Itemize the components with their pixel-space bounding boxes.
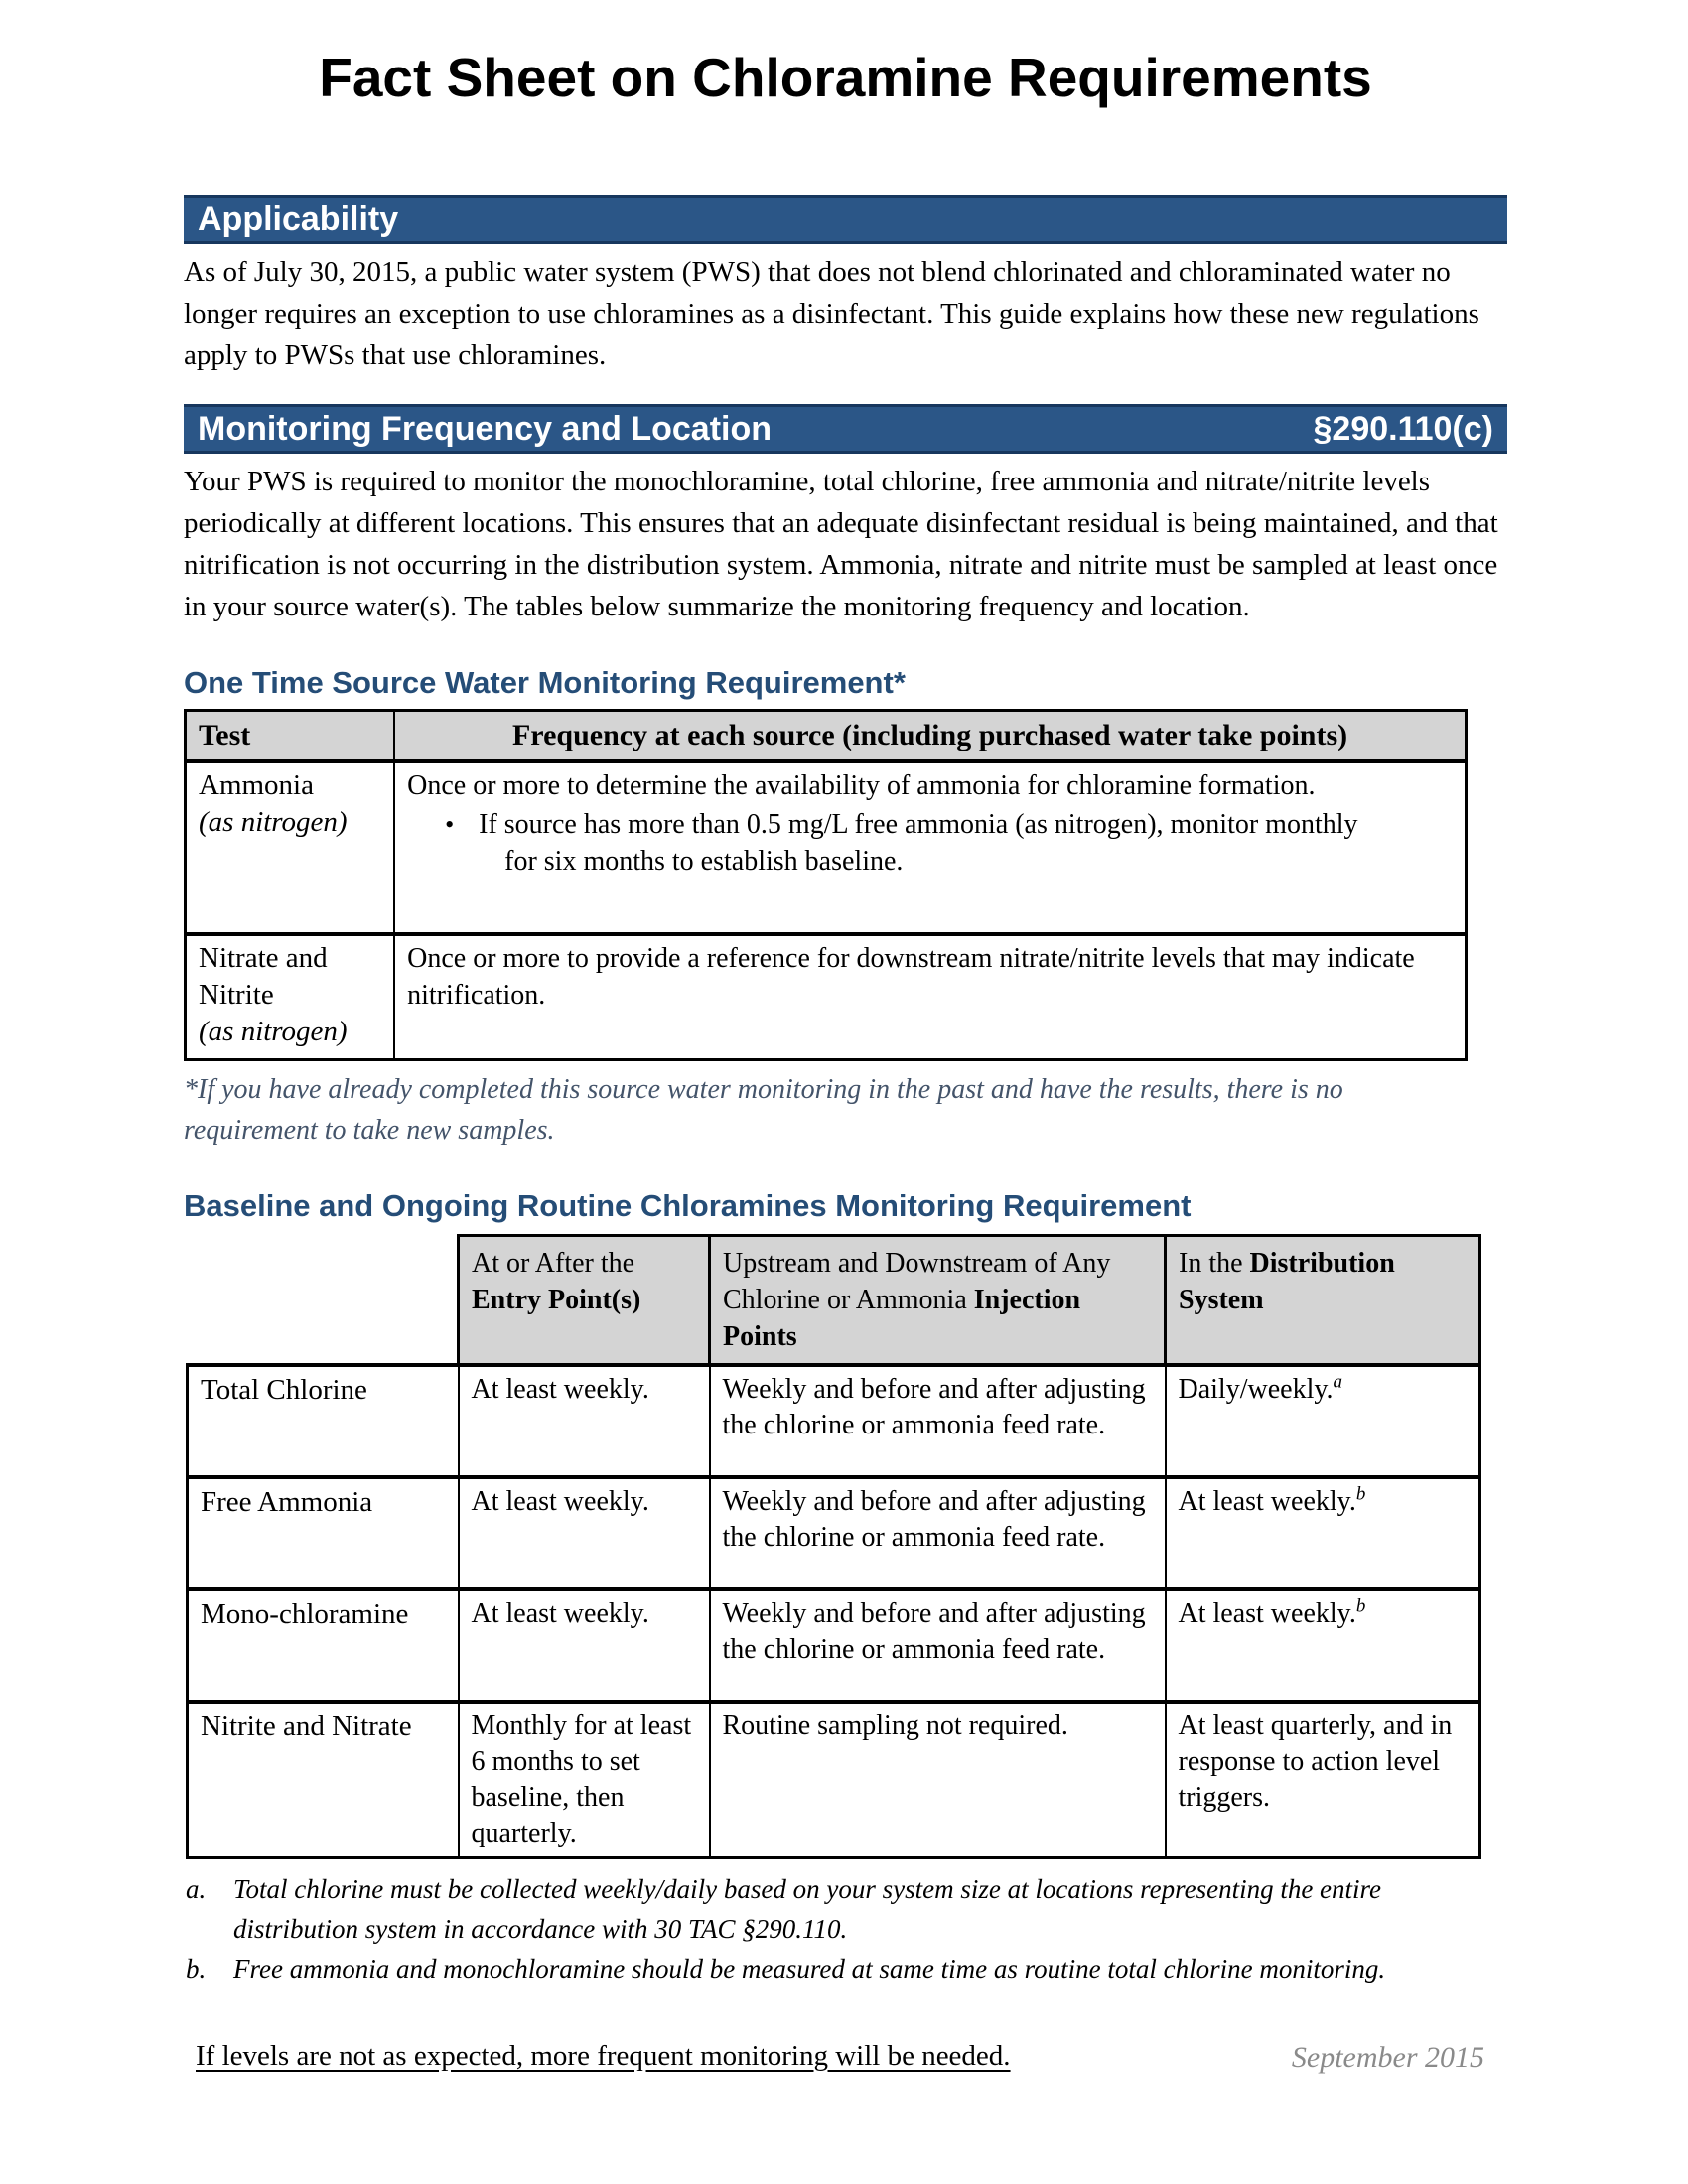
page-title: Fact Sheet on Chloramine Requirements [319, 47, 1372, 108]
test-name-cell [186, 761, 395, 934]
header-text: In the [1179, 1248, 1243, 1279]
distribution-text: At least quarterly, and in response to action level triggers. [1178, 1710, 1453, 1813]
row-label: Nitrite and Nitrate [188, 1702, 459, 1858]
entry-point-cell: Monthly for at least 6 months to set baseline, then quarterly. [459, 1702, 710, 1858]
routine-table-footnotes [184, 1869, 1507, 1988]
column-header-test: Test [186, 711, 395, 762]
section-reference: §290.110(c) [1313, 410, 1493, 448]
page-content [184, 0, 1507, 2073]
frequency-bullet-text: If source has more than 0.5 mg/L free ammonia (as nitrogen), monitor monthly for six months to establish baseline. [479, 809, 1358, 877]
footnote-text: Total chlorine must be collected weekly/daily based on your system size at locations representing the entire distribution system in accordance with 30 TAC §290.110. [233, 1874, 1382, 1944]
footnote-b [184, 1949, 1507, 1988]
test-name-cell [186, 934, 395, 1060]
header-text-bold: Injection Points [723, 1285, 1081, 1352]
row-label: Total Chlorine [188, 1365, 459, 1477]
applicability-banner-label: Applicability [198, 201, 399, 238]
source-table-footnote: *If you have already completed this source water monitoring in the past and have the results, there is no requirement to take new samples. [184, 1074, 1343, 1146]
distribution-cell [1166, 1702, 1480, 1858]
test-note: (as nitrogen) [199, 806, 348, 838]
test-name: Nitrate and Nitrite [199, 942, 328, 1011]
distribution-text: At least weekly. [1178, 1486, 1356, 1517]
entry-point-cell: At least weekly. [459, 1589, 710, 1702]
source-table-heading: One Time Source Water Monitoring Requirement* [184, 665, 906, 700]
closing-note: If levels are not as expected, more frequent monitoring will be needed. [196, 2040, 1011, 2072]
injection-point-cell: Weekly and before and after adjusting the chlorine or ammonia feed rate. [710, 1477, 1166, 1589]
entry-point-cell: At least weekly. [459, 1365, 710, 1477]
test-name: Ammonia [199, 769, 314, 801]
injection-point-cell: Weekly and before and after adjusting the chlorine or ammonia feed rate. [710, 1365, 1166, 1477]
distribution-cell [1166, 1477, 1480, 1589]
column-header-frequency: Frequency at each source (including purchased water take points) [394, 711, 1466, 762]
routine-table-header-row [188, 1236, 1480, 1366]
injection-point-cell: Routine sampling not required. [710, 1702, 1166, 1858]
monitoring-banner [184, 404, 1507, 454]
footnote-marker: a. [186, 1874, 207, 1904]
routine-monitoring-table [186, 1234, 1481, 1859]
bullet-icon: • [445, 810, 455, 839]
frequency-bullet-item [407, 806, 1453, 880]
applicability-banner [184, 195, 1507, 244]
blank-corner-cell [188, 1236, 459, 1366]
frequency-main: Once or more to provide a reference for downstream nitrate/nitrite levels that may indicate nitrification. [407, 943, 1415, 1011]
source-monitoring-table [184, 709, 1468, 1061]
footnote-text: Free ammonia and monochloramine should be measured at same time as routine total chlorine monitoring. [233, 1954, 1386, 1983]
distribution-cell [1166, 1365, 1480, 1477]
table-row-mono-chloramine [188, 1589, 1480, 1702]
table-row-nitrite-nitrate [188, 1702, 1480, 1858]
header-text: Upstream and Downstream of Any Chlorine or Ammonia [723, 1248, 1111, 1315]
table-row-total-chlorine [188, 1365, 1480, 1477]
column-header-injection-points [710, 1236, 1166, 1366]
header-text: At or After the [472, 1248, 635, 1279]
entry-point-cell: At least weekly. [459, 1477, 710, 1589]
frequency-cell [394, 761, 1466, 934]
row-label: Mono-chloramine [188, 1589, 459, 1702]
distribution-text: Daily/weekly. [1178, 1374, 1334, 1405]
footnote-ref-b: b [1355, 1483, 1366, 1505]
column-header-distribution-system [1166, 1236, 1480, 1366]
distribution-cell [1166, 1589, 1480, 1702]
header-text-bold: Distribution System [1179, 1248, 1395, 1315]
table-row-free-ammonia [188, 1477, 1480, 1589]
footer-date: September 2015 [1291, 2041, 1484, 2074]
header-text-bold: Entry Point(s) [472, 1285, 641, 1315]
monitoring-banner-label: Monitoring Frequency and Location [198, 410, 772, 448]
footnote-ref-b: b [1355, 1595, 1366, 1617]
monitoring-paragraph: Your PWS is required to monitor the monochloramine, total chlorine, free ammonia and nitrate/nitrite levels periodically at different locations. This ensures that an adequate disinfectant residual is being maintained, and that nitrification is not occurring in the distribution system. Ammonia, nitrate and nitrite must be sampled at least once in your source water(s). The tables below summarize the monitoring frequency and location. [184, 466, 1498, 622]
distribution-text: At least weekly. [1178, 1598, 1356, 1629]
frequency-main: Once or more to determine the availability of ammonia for chloramine formation. [407, 770, 1316, 801]
injection-point-cell: Weekly and before and after adjusting the chlorine or ammonia feed rate. [710, 1589, 1166, 1702]
routine-table-heading: Baseline and Ongoing Routine Chloramines Monitoring Requirement [184, 1188, 1192, 1223]
table-row-nitrate-nitrite [186, 934, 1467, 1060]
footnote-ref-a: a [1333, 1371, 1343, 1393]
footnote-marker: b. [186, 1954, 207, 1983]
test-note: (as nitrogen) [199, 1016, 348, 1047]
frequency-cell [394, 934, 1466, 1060]
source-table-header-row [186, 711, 1467, 762]
row-label: Free Ammonia [188, 1477, 459, 1589]
column-header-entry-points [459, 1236, 710, 1366]
table-row-ammonia [186, 761, 1467, 934]
applicability-paragraph: As of July 30, 2015, a public water system (PWS) that does not blend chlorinated and chloraminated water no longer requires an exception to use chloramines as a disinfectant. This guide explains how these new regulations apply to PWSs that use chloramines. [184, 256, 1479, 371]
footnote-a [184, 1869, 1507, 1949]
